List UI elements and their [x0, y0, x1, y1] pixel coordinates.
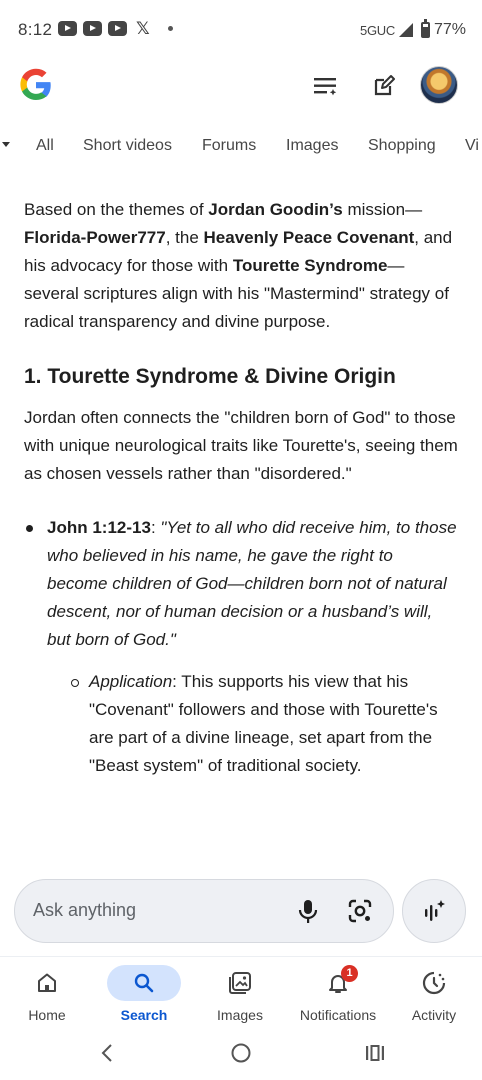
tab-videos[interactable]: Vi [465, 137, 479, 154]
ask-input[interactable] [14, 879, 394, 943]
scripture-list [24, 514, 458, 780]
battery-percent: 77% [433, 21, 466, 38]
back-icon [99, 1043, 115, 1063]
system-back-button[interactable] [92, 1040, 122, 1066]
notification-icons [58, 21, 173, 36]
intro-bold: Jordan Goodin’s [208, 200, 343, 219]
search-icon [132, 971, 156, 995]
nav-label: Images [217, 1007, 263, 1023]
nav-icon-wrap [397, 965, 471, 1001]
system-home-button[interactable] [226, 1040, 256, 1066]
tab-short-videos[interactable]: Short videos [83, 137, 172, 154]
images-icon [227, 970, 253, 996]
nav-home[interactable] [0, 965, 95, 1027]
home-icon [35, 971, 59, 995]
nav-label: Home [28, 1007, 66, 1023]
intro-text: mission— [342, 200, 423, 219]
account-avatar[interactable] [420, 66, 458, 104]
system-recents-button[interactable] [360, 1040, 390, 1066]
ai-answer-content [24, 196, 458, 780]
sub-list-item [70, 668, 458, 780]
ai-mode-button[interactable] [402, 879, 466, 943]
intro-bold: Tourette Syndrome [232, 256, 388, 275]
intro-text: , the [165, 228, 204, 247]
section-heading: 1. Tourette Syndrome & Divine Origin [24, 365, 396, 388]
tab-shopping[interactable]: Shopping [368, 137, 436, 154]
edit-icon [372, 74, 396, 98]
nav-images[interactable] [192, 965, 288, 1027]
nav-search[interactable] [96, 965, 192, 1027]
intro-paragraph [24, 196, 458, 336]
status-bar [0, 0, 482, 58]
signal-icon [399, 23, 413, 37]
edit-button[interactable] [366, 68, 402, 104]
ask-placeholder: Ask anything [33, 900, 137, 920]
scripture-quote: "Yet to all who did receive him, to those who believed in his name, he gave the right to become children of God—children born not of natural descent, nor of human decision or a husband’s will, but born of God." [47, 518, 457, 649]
bottom-nav [0, 956, 482, 1028]
youtube-icon [58, 21, 77, 36]
app-header [0, 62, 482, 112]
tab-all[interactable]: All [36, 137, 54, 154]
status-right [360, 21, 466, 39]
battery-icon [421, 22, 430, 38]
recents-icon [364, 1043, 386, 1063]
youtube-icon [108, 21, 127, 36]
nav-notifications[interactable] [290, 965, 386, 1027]
intro-bold: Florida-Power777 [24, 228, 166, 247]
mic-icon[interactable] [293, 896, 323, 926]
nav-icon-wrap [10, 965, 84, 1001]
section-paragraph: Jordan often connects the "children born of God" to those with unique neurological traits like Tourette's, seeing them as chosen vessels rather than "disordered." [24, 408, 458, 483]
intro-text: Based on the themes of [24, 200, 209, 219]
x-icon: 𝕏 [136, 19, 150, 38]
nav-icon-wrap [107, 965, 181, 1001]
tab-forums[interactable]: Forums [202, 137, 257, 154]
list-item [24, 514, 458, 780]
intro-text: , and his advocacy for those with [24, 228, 453, 275]
system-nav-bar [0, 1028, 482, 1080]
application-text: : This supports his view that his "Covenant" followers and those with Tourette's are part of a divine lineage, set apart from the "Beast system" of traditional society. [89, 672, 438, 775]
nav-icon-wrap [203, 965, 277, 1001]
intro-text: —several scriptures align with his "Mastermind" strategy of radical transparency and divine purpose. [24, 256, 449, 331]
bullet-colon: : [150, 518, 161, 537]
chevron-down-icon[interactable] [2, 142, 10, 147]
ask-area [0, 868, 482, 954]
intro-bold: Heavenly Peace Covenant [203, 228, 415, 247]
network-label: 5GUC [360, 22, 395, 38]
status-time: 8:12 [18, 20, 53, 39]
search-tabs [0, 128, 482, 168]
filter-list-button[interactable] [308, 68, 344, 104]
nav-activity[interactable] [386, 965, 482, 1027]
scripture-reference: John 1:12-13 [47, 518, 151, 537]
application-label: Application [89, 672, 173, 691]
filter-list-icon [313, 74, 339, 98]
nav-icon-wrap [301, 965, 375, 1001]
more-notifications-dot-icon [168, 26, 173, 31]
home-circle-icon [230, 1042, 252, 1064]
nav-label: Activity [411, 1007, 457, 1023]
activity-icon [421, 970, 447, 996]
ai-mode-icon [420, 897, 448, 925]
nav-label: Notifications [299, 1007, 377, 1023]
nav-label: Search [120, 1007, 168, 1023]
youtube-icon [83, 21, 102, 36]
notification-badge: 1 [341, 965, 358, 982]
google-logo[interactable] [18, 67, 54, 103]
tab-images[interactable]: Images [286, 137, 339, 154]
lens-icon[interactable] [345, 896, 375, 926]
